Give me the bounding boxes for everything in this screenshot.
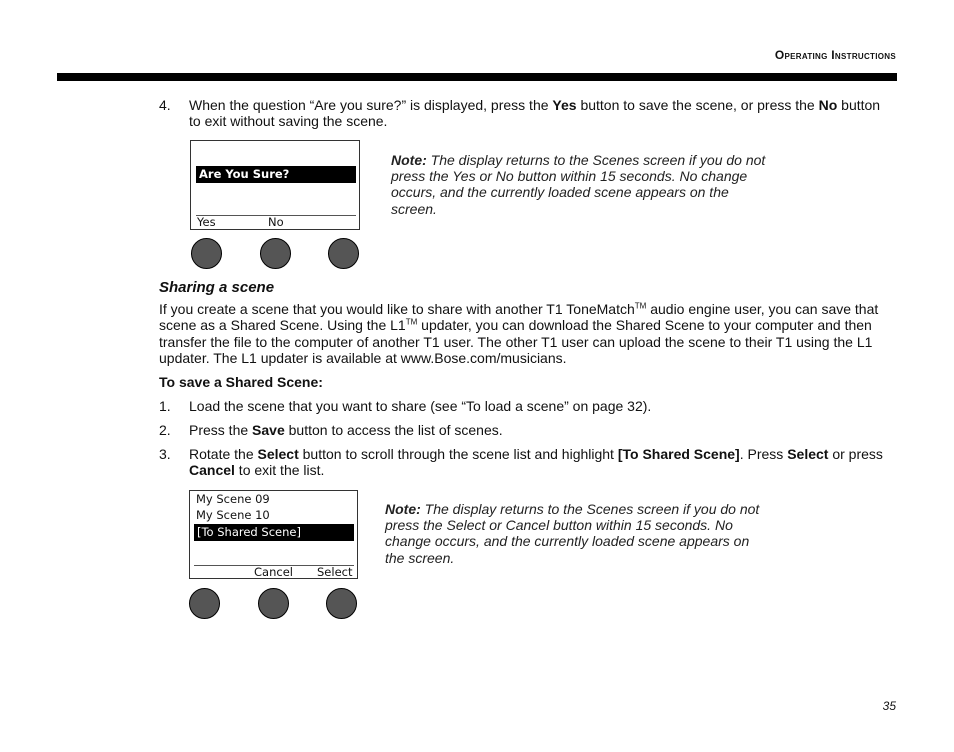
sharing-p2: audio engine user, you can save that scene as a Shared Scene. Using the L1 [159,301,879,334]
step-4-t1: When the question “Are you sure?” is displayed, press the [189,97,553,113]
step-2-save: Save [252,422,285,438]
hardware-button-middle-2[interactable] [258,588,289,619]
lcd-softkey-yes: Yes [197,215,216,229]
sharing-p1: If you create a scene that you would like to share with another T1 ToneMatch [159,301,635,317]
hardware-button-right-2[interactable] [326,588,357,619]
trademark-l1: TM [405,317,418,327]
step-3-text [189,446,894,479]
step-4-t2: button to save the scene, or press the [576,97,819,113]
lcd-line-scene-10: My Scene 10 [196,508,270,522]
step-3-select-2: Select [787,446,829,462]
lcd-softkey-select: Select [317,565,353,579]
step-3-t1: Rotate the [189,446,258,462]
step-3-cancel: Cancel [189,462,235,479]
header-rule [57,73,897,81]
step-2-t2: button to access the list of scenes. [284,422,503,438]
running-header-text: Operating Instructions [774,48,896,62]
step-4-text [189,97,894,130]
step-3-t2: button to scroll through the scene list and highlight [298,446,618,462]
note-2-text: The display returns to the Scenes screen if you do not press the Select or Cancel button within 15 seconds. No change occurs, and the currently loaded scene appears on the screen. [385,501,760,566]
step-4-t3: button to exit without saving the scene. [189,97,881,130]
subheading-save-shared-scene: To save a Shared Scene: [159,374,323,390]
lcd-display-scene-list [189,490,358,579]
page-number: 35 [882,699,896,713]
step-1-text: Load the scene that you want to share (see “To load a scene” on page 32). [189,398,652,414]
note-1-label: Note: [391,152,427,168]
note-1-text: The display returns to the Scenes screen if you do not press the Yes or No button within 15 seconds. No change occurs, and the currently loaded scene appears on the screen. [391,152,766,217]
lcd-softkey-no: No [268,215,284,229]
hardware-button-left[interactable] [191,238,222,269]
lcd-softkey-cancel: Cancel [254,565,293,579]
trademark-tonematch: TM [634,301,647,311]
lcd-line-scene-09: My Scene 09 [196,492,270,506]
hardware-button-right[interactable] [328,238,359,269]
step-4-no: No [818,97,838,113]
note-2 [385,501,765,566]
step-2-t1: Press the [189,422,253,438]
section-heading-sharing: Sharing a scene [159,279,275,296]
step-1-number: 1. [159,398,171,414]
sharing-p3: updater, you can download the Shared Scene to your computer and then transfer the file to the computer of another T1 user. The other T1 user can upload the scene to their T1 using the L1 updater. The L1 updater is available at www.Bose.com/musicians. [159,317,873,367]
step-4-number: 4. [159,97,171,113]
lcd-highlight-are-you-sure: Are You Sure? [196,166,356,183]
step-2-text [189,422,894,438]
step-3-t4: or press [828,446,883,462]
step-3-t5: to exit the list. [234,462,325,479]
step-4-yes: Yes [552,97,577,113]
step-3-number: 3. [159,446,171,462]
step-3-to-shared-scene: [To Shared Scene] [617,446,740,462]
lcd-highlight-to-shared-scene: [To Shared Scene] [194,524,354,541]
step-3-t3: . Press [739,446,788,462]
note-1 [391,152,771,217]
hardware-button-left-2[interactable] [189,588,220,619]
lcd-display-confirm [190,140,360,230]
running-header [775,48,896,62]
sharing-paragraph [159,301,897,367]
note-2-label: Note: [385,501,421,517]
hardware-button-middle[interactable] [260,238,291,269]
step-2-number: 2. [159,422,171,438]
step-3-select: Select [257,446,299,462]
